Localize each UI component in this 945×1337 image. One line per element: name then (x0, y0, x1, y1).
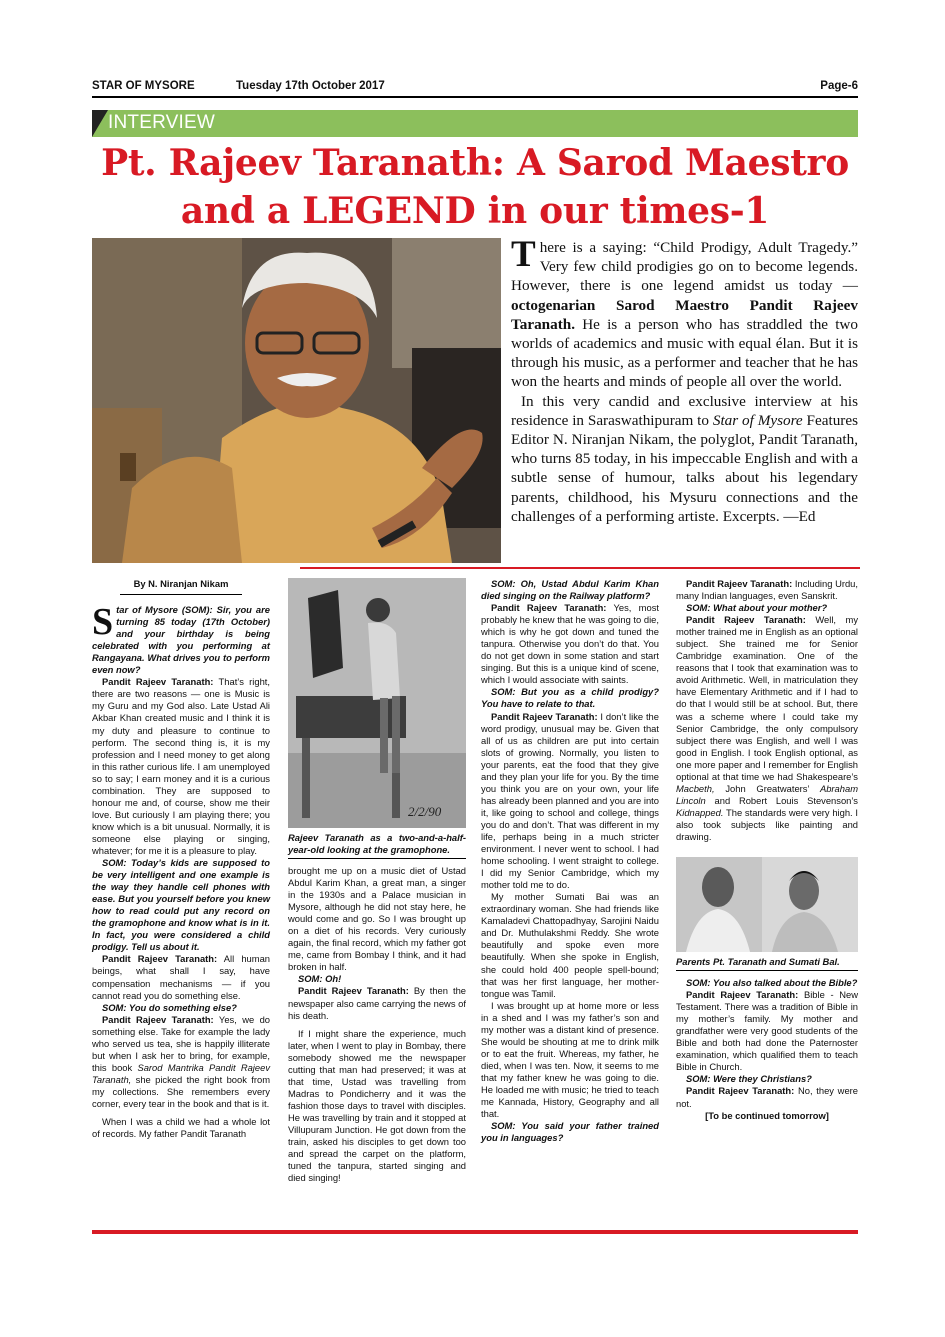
publication-date: Tuesday 17th October 2017 (236, 80, 385, 92)
paragraph: If I might share the experience, much later, when I went to play in Bombay, there somebody showed me the newspaper cutting that man had preserved; it was at that time, Ustad was travelling from Madras to Pondicherry and it was the fashion those days to travel with disciples. He was travelling by train and it stopped at Villupuram Junction. He got down from the train, asked his disciples to get down too and spread the carpet on the platform, tuned the tanpura, started singing and died singing! (288, 1027, 466, 1184)
paragraph: My mother Sumati Bai was an extraordinary woman. She had friends like Kamaladevi Chattopadhyay, Sarojini Naidu and Dr. Muthulakshmi Reddy. She wrote beautifully and spoke even more beautifully. When she spoke in English, she could hold 400 people spell-bound; that was her first language, her mother-tongue was Tamil. (481, 891, 659, 999)
byline: By N. Niranjan Nikam (92, 578, 270, 590)
question: SOM: You do something else? (102, 1001, 237, 1013)
band-notch (92, 110, 108, 137)
headline (92, 139, 858, 235)
portrait-illustration (92, 238, 501, 563)
bottom-rule (92, 1230, 858, 1234)
column-1 (92, 578, 270, 1140)
question: SOM: Today’s kids are supposed to be very intelligent and one example is the way they handle cell phones with ease. But you yourself before you knew how to read could put any record on the gramophone and know what is in it. In fact, you were considered a child prodigy. Tell us about it. (92, 857, 270, 953)
body-dropcap: S (92, 601, 114, 644)
section-label: INTERVIEW (108, 112, 216, 133)
parents-illustration (676, 857, 858, 952)
answer: Pandit Rajeev Taranath: That’s right, there are two reasons — one is Music is my Guru and my God also. Late Ustad Ali Akbar Khan created music and I think it is my duty and pleasure to continue to perform. The second thing is, it is my profession and I need money to get along in this rather curious life. I am unemployed so to say; I earn money and it is a curious combination. They are supposed to honour me and, of course, show me their love. But curiously I am playing there; you know which is a bit unusual. Normally, it is someone else playing or singing, whatever; for me it is a pleasure to play. (92, 676, 271, 856)
answer: Pandit Rajeev Taranath: Bible - New Testament. There was a tradition of Bible in my mother’s family. My mother and grandfather were very good students of the Bible and both had done the Paternoster examination, which qualified them to teach Bible in Church. (676, 989, 859, 1073)
section-band (92, 110, 858, 137)
masthead (92, 80, 858, 94)
child-photo (288, 578, 466, 828)
question: SOM: Oh, Ustad Abdul Karim Khan died singing on the Railway platform? (481, 578, 659, 602)
answer: Pandit Rajeev Taranath: Yes, we do something else. Take for example the lady who served us tea, she is happily illiterate but when I ask her to bring, for example, this book Sarod Mantrika Pandit Rajeev Taranath, she picked the right book from my collections. She remembers every corner, every tear in the book and that is it. (92, 1013, 271, 1109)
gramophone-illustration (288, 578, 466, 828)
intro-paragraph-2: In this very candid and exclusive interview at his residence in Saraswathipuram to Star of Mysore Features Editor N. Niranjan Nikam, the polyglot, Pandit Taranath, who turns 85 today, in his impeccable English and with a subtle sense of humour, talks about his legendary parents, childhood, his Mysuru connections and the challenges of a performing artiste. Excerpts. —Ed (511, 392, 858, 525)
answer: Pandit Rajeev Taranath: Well, my mother trained me in English as an optional subject. She trained me for Senior Cambridge examination. One of the reasons that I took that examination was to avoid Arithmetic. Well, in matriculation they have Elementary Arithmetic and if I had to do that I would still be at school. But, there was a scheme where I could take my Senior Cambridge, the only compulsory subject there was English, and well I was good in English. I took English optional, as one more paper and I remember for English optional at that time we had Shakespeare’s Macbeth, John Greatwaters’ Abraham Lincoln and Robert Louis Stevenson’s Kidnapped. The standards were very high. I also took subjects like painting and drawing. (676, 614, 859, 842)
intro-text (511, 234, 858, 526)
continued-note: [To be continued tomorrow] (705, 1109, 829, 1121)
answer: Pandit Rajeev Taranath: I don’t like the word prodigy, unusual may be. Given that all of us as children are put into certain slots of growing. Normally, you listen to your parents, eat the food that they give and they plan your life for you. By the time you think you are on your own, your life has already been planned and you are into it, like going to school and college, things you do and don’t. That was different in my life, perhaps being in a much stricter environment. I never went to school. I had home schooling. I went straight to college. I did my Senior Cambridge, which my mother told me to do. (481, 710, 659, 891)
answer: Pandit Rajeev Taranath: By then the newspaper also came carrying the news of his death. (288, 985, 466, 1021)
question: SOM: Were they Christians? (686, 1073, 812, 1085)
answer: Pandit Rajeev Taranath: Yes, most probably he knew that he was going to die, which is why he got down and tuned the tanpura. Otherwise you don’t do that. You do not get down in some station and start singing. But this is a unique kind of scene, which I would associate with saints. (481, 602, 659, 686)
page-number: Page-6 (820, 80, 858, 92)
main-photo (92, 238, 501, 563)
intro-rule (300, 567, 860, 569)
answer: Pandit Rajeev Taranath: Including Urdu, many Indian languages, even Sanskrit. (676, 578, 859, 602)
child-photo-caption: Rajeev Taranath as a two-and-a-half-year-old looking at the gramophone. (288, 828, 466, 859)
answer: Pandit Rajeev Taranath: No, they were not. (676, 1085, 858, 1109)
parents-photo-caption: Parents Pt. Taranath and Sumati Bal. (676, 952, 858, 971)
photo-signature: 2/2/90 (408, 804, 442, 819)
publication-name: STAR OF MYSORE (92, 80, 195, 92)
question: SOM: What about your mother? (686, 602, 828, 614)
intro-paragraph-1: There is a saying: “Child Prodigy, Adult Tragedy.” Very few child prodigies go on to become legends. However, there is one legend amidst us today — octogenarian Sarod Maestro Pandit Rajeev Taranath. He is a person who has straddled the two worlds of academics and music with equal élan. But it is through his music, as a performer and teacher that he has won the hearts and minds of people all over the world. (511, 234, 858, 391)
question: SOM: You said your father trained you in languages? (481, 1120, 659, 1144)
column-4 (676, 578, 858, 1122)
intro-dropcap: T (511, 234, 536, 275)
column-2 (288, 578, 466, 1184)
headline-line-2: and a LEGEND in our times-1 (180, 190, 770, 232)
answer: Pandit Rajeev Taranath: All human beings, what shall I say, have compensation mechanisms — if you cannot read you do something else. (92, 953, 270, 1001)
column-3 (481, 578, 659, 1144)
question: SOM: You also talked about the Bible? (686, 977, 858, 989)
top-rule (92, 96, 858, 98)
question: SOM: But you as a child prodigy? You have to relate to that. (481, 686, 659, 710)
question: SOM: Oh! (298, 973, 342, 985)
paragraph: When I was a child we had a whole lot of records. My father Pandit Taranath (92, 1116, 270, 1140)
parents-photo (676, 857, 858, 952)
paragraph: brought me up on a music diet of Ustad Abdul Karim Khan, a great man, a singer in the 1930s and a Palace musician in Mysore, although he did not stay here, he would come and go. So I was brought up on a diet of his records. Very curiously again, the final record, which my father got me, came from Bombay I think, and it had broken in half. (288, 865, 466, 973)
question: Star of Mysore (SOM): Sir, you are turning 85 today (17th October) and your birthday is being celebrated with you performing at Rangayana. What drives you to perform even now? (92, 601, 270, 676)
paragraph: I was brought up at home more or less in a shed and I was my father’s son and my mother was a distant kind of presence. She would be shouting at me to drink milk or to eat the fruit. Whereas, my father, he died, when I was ten. Now, it seems to me that my father knew he was going to die. He loaded me with music; he tried to teach me Kannada, History, Geography and all that. (481, 999, 659, 1120)
headline-line-1: Pt. Rajeev Taranath: A Sarod Maestro (101, 142, 849, 184)
